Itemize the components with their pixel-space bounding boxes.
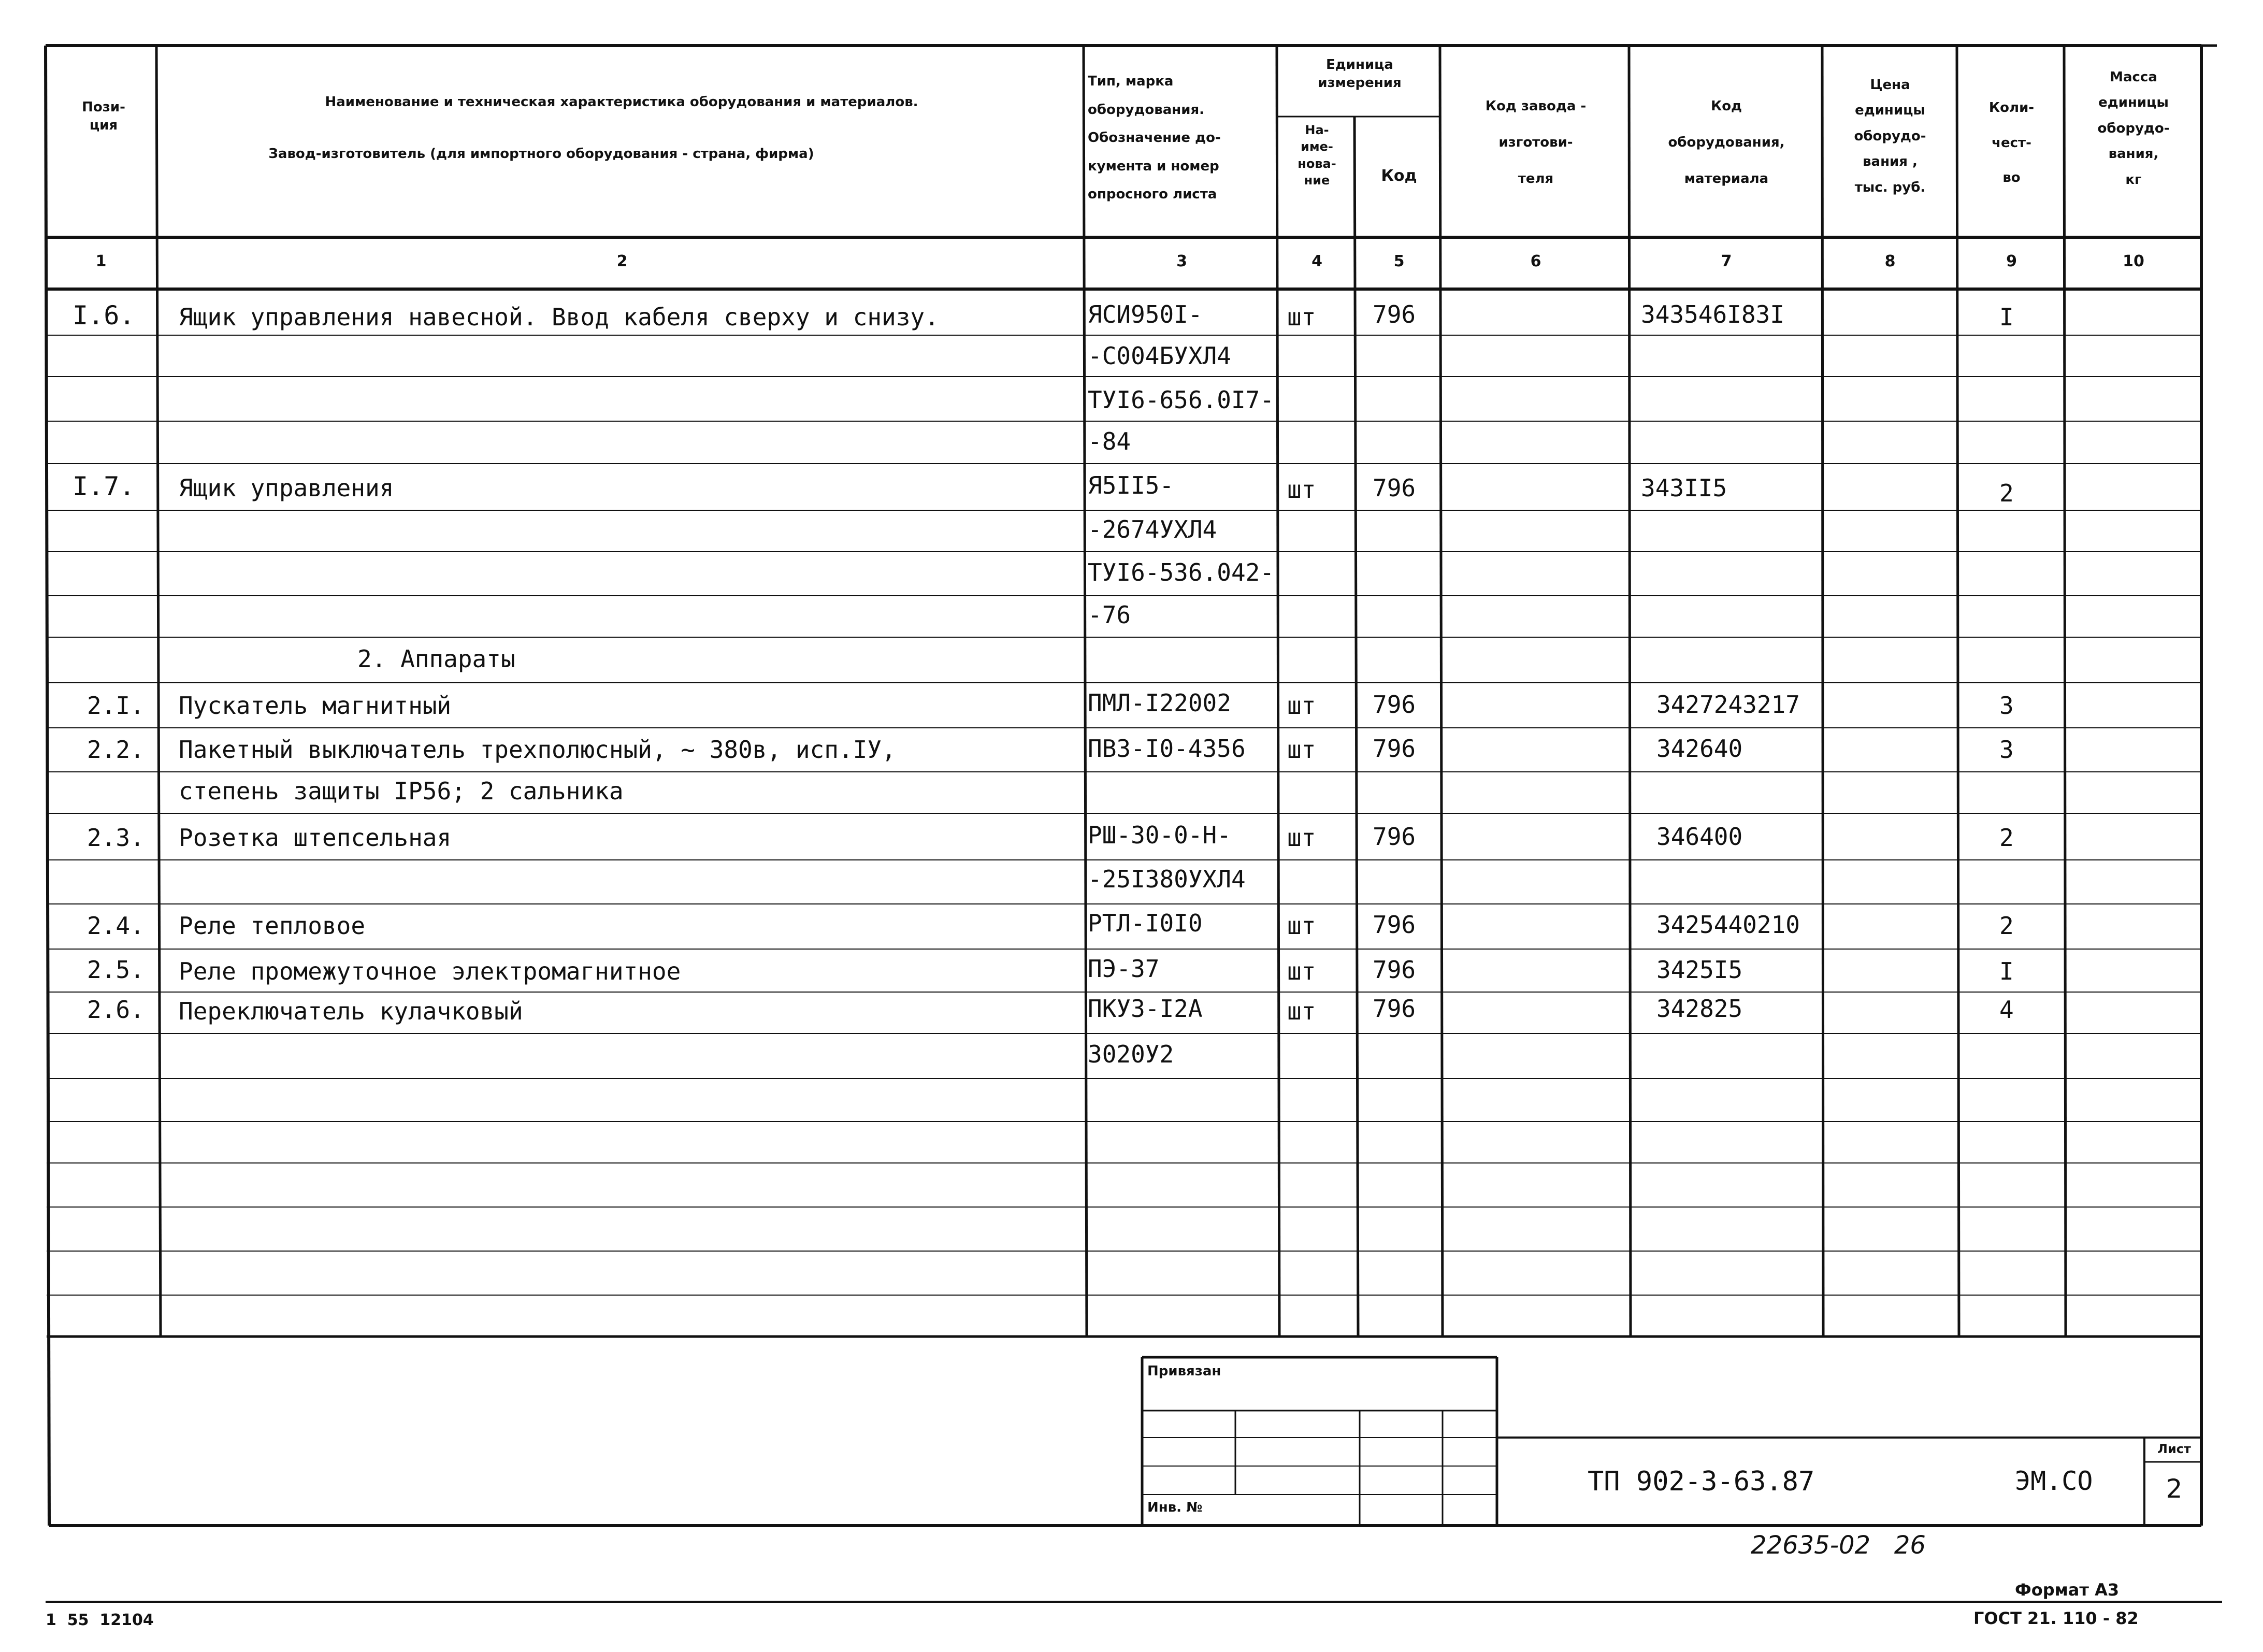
row-type: -C004БУХЛ4 — [1088, 342, 1231, 370]
header-col5: Код — [1381, 167, 1417, 185]
row-qty: 2 — [1999, 824, 2014, 852]
row-type: ТУI6-656.0I7- — [1088, 386, 1275, 414]
row-unit: шт — [1287, 824, 1316, 852]
row-position: 2.6. — [87, 996, 145, 1024]
row-name: степень защиты IP56; 2 сальника — [179, 777, 624, 805]
row-name: Пускатель магнитный — [179, 692, 452, 720]
row-type: РТЛ-I0I0 — [1088, 909, 1203, 937]
row-type: -84 — [1088, 427, 1131, 455]
row-unit-code: 796 — [1373, 300, 1416, 328]
row-type: ПКУЗ-I2А — [1088, 995, 1203, 1023]
row-qty: 3 — [1999, 692, 2014, 720]
row-name: Пакетный выключатель трехполюсный, ~ 380в, исп.IУ, — [179, 736, 896, 764]
row-unit-code: 796 — [1373, 956, 1416, 984]
header-col2-line1: Наименование и техническая характеристика оборудования и материалов. — [325, 94, 918, 110]
row-equip-code: 343546I83I — [1641, 300, 1784, 328]
document-code: ТП 902-3-63.87 — [1588, 1466, 1815, 1497]
header-col3: Тип, марка оборудования. Обозначение до- кумента и номер опросного листа — [1088, 74, 1221, 203]
row-name: Розетка штепсельная — [179, 824, 452, 852]
header-col10: Масса единицы оборудо- вания, кг — [2097, 69, 2170, 188]
colnum-1: 1 — [95, 252, 107, 270]
row-type: -25I380УХЛ4 — [1088, 865, 1246, 893]
row-unit-code: 796 — [1373, 474, 1416, 502]
row-position: 2.5. — [87, 956, 145, 984]
colnum-7: 7 — [1721, 252, 1732, 270]
row-unit-code: 796 — [1373, 911, 1416, 939]
row-name: Ящик управления — [179, 474, 394, 502]
colnum-8: 8 — [1884, 252, 1896, 270]
gost-label: ГОСТ 21. 110 - 82 — [1973, 1608, 2139, 1628]
row-name: Реле тепловое — [179, 912, 366, 940]
row-unit-code: 796 — [1373, 823, 1416, 851]
row-name: Ящик управления навесной. Ввод кабеля сверху и снизу. — [179, 303, 939, 331]
row-unit: шт — [1287, 692, 1316, 720]
row-unit: шт — [1287, 912, 1316, 940]
header-unit-group: Единица измерения — [1318, 57, 1402, 91]
row-position: I.7. — [73, 471, 135, 501]
row-type: ПВЗ-I0-4356 — [1088, 735, 1246, 763]
row-type: ЯСИ950I- — [1088, 300, 1203, 328]
format-label: Формат А3 — [2015, 1580, 2120, 1600]
colnum-5: 5 — [1393, 252, 1405, 270]
row-type: РШ-30-0-Н- — [1088, 821, 1231, 849]
row-type: 3020У2 — [1088, 1040, 1174, 1068]
row-qty: I — [1999, 303, 2014, 331]
row-name: Реле промежуточное электромагнитное — [179, 957, 681, 985]
row-unit-code: 796 — [1373, 995, 1416, 1023]
row-position: 2.I. — [87, 692, 145, 720]
row-qty: 3 — [1999, 736, 2014, 764]
header-col4: На- име- нова- ние — [1298, 123, 1336, 188]
row-position: I.6. — [73, 300, 135, 331]
sheet-number: 2 — [2166, 1474, 2183, 1504]
row-position: 2.4. — [87, 912, 145, 940]
handwritten-number: 22635-02 26 — [1751, 1531, 1926, 1560]
row-type: ПЭ-37 — [1088, 955, 1160, 983]
header-col7: Код оборудования, материала — [1668, 98, 1785, 187]
colnum-9: 9 — [2006, 252, 2017, 270]
row-equip-code: 342825 — [1656, 995, 1743, 1023]
header-col6: Код завода - изготови- теля — [1485, 98, 1587, 187]
row-equip-code: 343II5 — [1641, 474, 1727, 502]
row-unit: шт — [1287, 476, 1316, 504]
row-type: Я5II5- — [1088, 471, 1174, 499]
colnum-6: 6 — [1530, 252, 1541, 270]
section-title: 2. Аппараты — [357, 645, 515, 673]
header-col8: Цена единицы оборудо- вания , тыс. руб. — [1854, 77, 1926, 195]
row-equip-code: 3425440210 — [1656, 911, 1800, 939]
row-equip-code: 3427243217 — [1656, 691, 1800, 719]
row-qty: 4 — [1999, 996, 2014, 1024]
row-unit-code: 796 — [1373, 691, 1416, 719]
row-name: Переключатель кулачковый — [179, 997, 523, 1025]
row-unit: шт — [1287, 957, 1316, 985]
row-type: -76 — [1088, 601, 1131, 629]
sheet-label: Лист — [2157, 1442, 2191, 1456]
row-qty: 2 — [1999, 479, 2014, 507]
row-equip-code: 346400 — [1656, 823, 1743, 851]
row-unit-code: 796 — [1373, 735, 1416, 763]
row-type: -2674УХЛ4 — [1088, 515, 1217, 543]
header-col9: Коли- чест- во — [1988, 100, 2035, 186]
row-unit: шт — [1287, 736, 1316, 764]
row-position: 2.3. — [87, 824, 145, 852]
corner-number: 1 55 12104 — [46, 1611, 154, 1629]
row-unit: шт — [1287, 997, 1316, 1025]
row-type: ПМЛ-I22002 — [1088, 689, 1231, 717]
row-equip-code: 342640 — [1656, 735, 1743, 763]
row-position: 2.2. — [87, 736, 145, 764]
row-qty: I — [1999, 957, 2014, 985]
stamp-inv-no: Инв. № — [1147, 1500, 1203, 1515]
colnum-3: 3 — [1176, 252, 1187, 270]
header-col2-line2: Завод-изготовитель (для импортного оборудования - страна, фирма) — [268, 146, 814, 162]
header-col1: Пози- ция — [82, 99, 125, 134]
row-qty: 2 — [1999, 912, 2014, 940]
document-mark: ЭМ.СО — [2015, 1466, 2093, 1496]
row-type: ТУI6-536.042- — [1088, 558, 1275, 586]
colnum-2: 2 — [616, 252, 628, 270]
stamp-privyazan: Привязан — [1147, 1363, 1221, 1379]
colnum-4: 4 — [1311, 252, 1322, 270]
row-unit: шт — [1287, 303, 1316, 331]
colnum-10: 10 — [2123, 252, 2144, 270]
row-equip-code: 3425I5 — [1656, 956, 1743, 984]
